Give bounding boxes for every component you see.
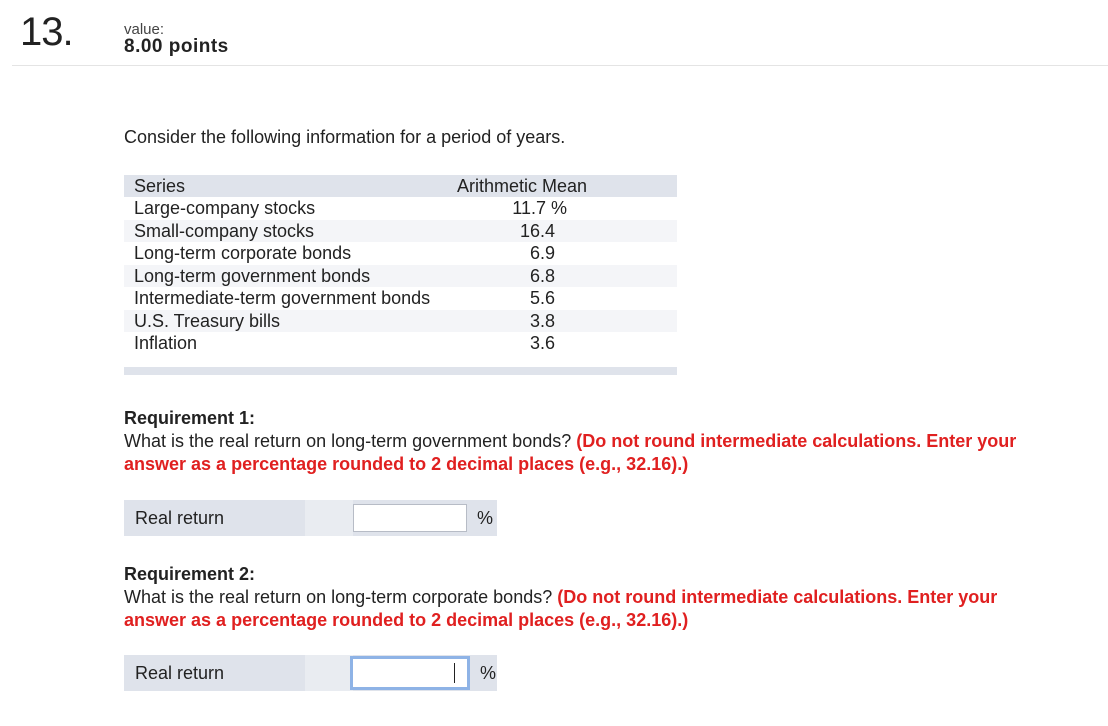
series-table (124, 175, 677, 375)
requirement-2 (124, 563, 1064, 632)
series-name: U.S. Treasury bills (124, 310, 457, 333)
table-row (124, 265, 677, 288)
series-name: Long-term corporate bonds (124, 242, 457, 265)
series-mean: 11.7 % (512, 198, 567, 219)
series-mean: 16.4 (519, 220, 555, 241)
header-series: Series (124, 175, 457, 197)
answer-row-2 (124, 655, 497, 691)
answer-label: Real return (135, 507, 225, 528)
intro-text: Consider the following information for a period of years. (124, 127, 566, 147)
series-mean: 6.9 (529, 243, 555, 264)
table-footer-bar (124, 367, 677, 375)
requirement-instruction: (Do not round intermediate calculations. Enter your answer as a percentage rounded to 2 decimal places (e.g., 32.16).) (124, 431, 1017, 474)
table-row (124, 197, 677, 220)
answer-row-1 (124, 500, 497, 536)
table-row (124, 332, 677, 355)
series-mean: 6.8 (529, 265, 555, 286)
real-return-input-2[interactable] (350, 656, 470, 690)
value-label: value: (124, 21, 165, 38)
percent-unit: % (480, 662, 497, 683)
header-divider (12, 65, 1108, 66)
answer-label: Real return (135, 662, 225, 683)
series-mean: 3.6 (529, 333, 555, 354)
percent-unit: % (477, 507, 494, 528)
series-name: Large-company stocks (124, 197, 457, 220)
requirement-1 (124, 407, 1064, 476)
answer-spacer (305, 655, 353, 691)
answer-spacer (305, 500, 353, 536)
header-mean: Arithmetic Mean (457, 175, 677, 197)
table-row (124, 242, 677, 265)
question-points: 8.00 points (124, 36, 229, 57)
real-return-input-1[interactable] (353, 504, 467, 532)
table-header-row (124, 175, 677, 197)
requirement-instruction: (Do not round intermediate calculations. Enter your answer as a percentage rounded to 2 decimal places (e.g., 32.16).) (124, 587, 998, 630)
requirement-title: Requirement 2: (124, 564, 256, 584)
series-mean: 5.6 (529, 288, 555, 309)
question-number: 13. (20, 10, 73, 54)
series-name: Small-company stocks (124, 220, 457, 243)
table-row (124, 220, 677, 243)
table-row (124, 310, 677, 333)
requirement-question: What is the real return on long-term corporate bonds? (124, 587, 553, 607)
requirement-question: What is the real return on long-term government bonds? (124, 431, 572, 451)
series-name: Intermediate-term government bonds (124, 287, 457, 310)
series-name: Long-term government bonds (124, 265, 457, 288)
text-cursor (454, 663, 455, 683)
series-name: Inflation (124, 332, 457, 355)
table-row (124, 287, 677, 310)
requirement-title: Requirement 1: (124, 408, 256, 428)
series-mean: 3.8 (529, 310, 555, 331)
